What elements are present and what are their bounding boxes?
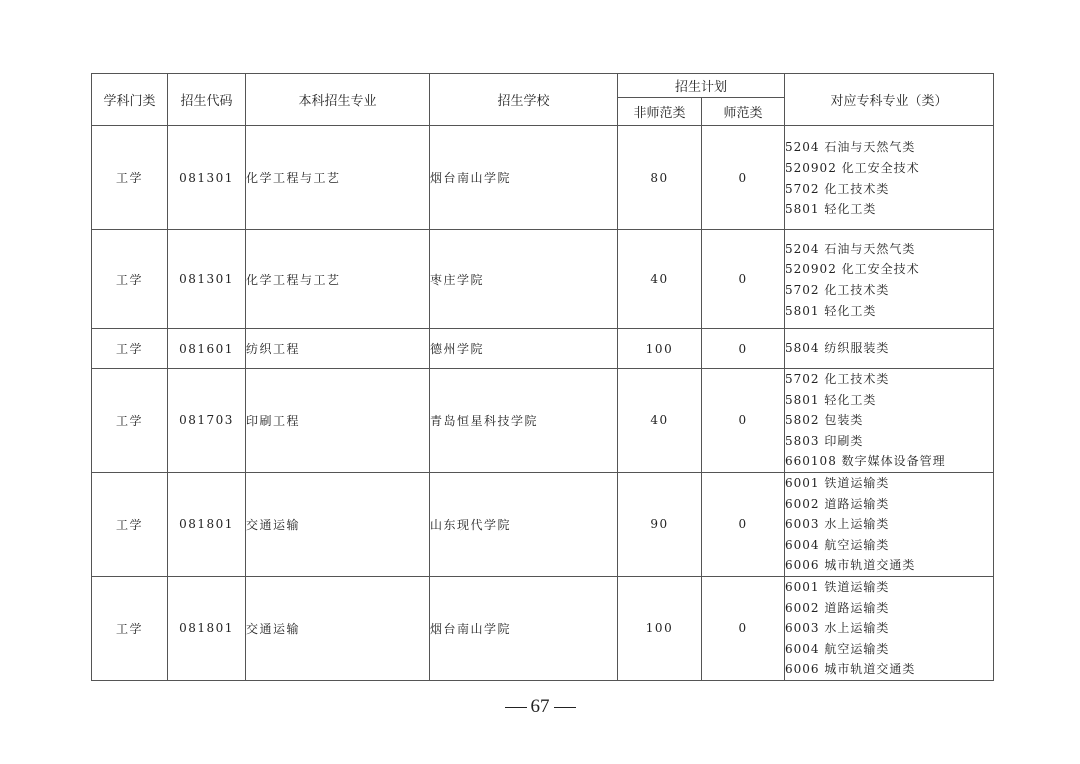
vocational-item: 5801 轻化工类 (785, 202, 877, 217)
cell-major: 交通运输 (246, 576, 430, 680)
header-plan: 招生计划 (618, 74, 785, 98)
cell-vocational (785, 329, 994, 369)
dash-left (505, 707, 527, 709)
vocational-item: 5804 纺织服装类 (785, 341, 890, 356)
cell-school: 德州学院 (430, 329, 618, 369)
cell-school: 枣庄学院 (430, 230, 618, 329)
header-major: 本科招生专业 (246, 74, 430, 126)
cell-non-normal: 90 (618, 472, 702, 576)
cell-non-normal: 80 (618, 126, 702, 230)
cell-category: 工学 (92, 472, 168, 576)
cell-normal: 0 (702, 230, 785, 329)
cell-major: 交通运输 (246, 472, 430, 576)
cell-non-normal: 40 (618, 230, 702, 329)
cell-vocational (785, 369, 994, 473)
cell-non-normal: 100 (618, 576, 702, 680)
vocational-item: 6002 道路运输类 (785, 600, 890, 615)
cell-code: 081703 (168, 369, 246, 473)
cell-code: 081301 (168, 126, 246, 230)
vocational-item: 5702 化工技术类 (785, 283, 890, 297)
vocational-item: 6001 铁道运输类 (785, 475, 890, 490)
cell-vocational (785, 126, 994, 230)
dash-right (554, 707, 576, 709)
cell-vocational (785, 472, 994, 576)
vocational-item: 5801 轻化工类 (785, 303, 877, 318)
table-row (92, 576, 994, 680)
header-normal: 师范类 (702, 98, 785, 126)
vocational-item: 6001 铁道运输类 (785, 579, 890, 594)
header-non-normal: 非师范类 (618, 98, 702, 126)
cell-normal: 0 (702, 576, 785, 680)
vocational-item: 6003 水上运输类 (785, 517, 890, 532)
cell-category: 工学 (92, 126, 168, 230)
page-number (0, 696, 1080, 718)
cell-non-normal: 40 (618, 369, 702, 473)
cell-category: 工学 (92, 576, 168, 680)
cell-school: 青岛恒星科技学院 (430, 369, 618, 473)
vocational-item: 5204 石油与天然气类 (785, 241, 916, 256)
header-code: 招生代码 (168, 74, 246, 126)
vocational-item: 5803 印刷类 (785, 433, 864, 448)
cell-school: 烟台南山学院 (430, 126, 618, 230)
vocational-item: 520902 化工安全技术 (785, 160, 920, 175)
cell-normal: 0 (702, 126, 785, 230)
cell-code: 081801 (168, 576, 246, 680)
vocational-item: 5801 轻化工类 (785, 392, 877, 407)
header-school: 招生学校 (430, 74, 618, 126)
cell-code: 081301 (168, 230, 246, 329)
cell-code: 081801 (168, 472, 246, 576)
page-number-text: 67 (530, 696, 550, 717)
vocational-item: 6006 城市轨道交通类 (785, 662, 916, 677)
table-row (92, 472, 994, 576)
vocational-item: 6004 航空运输类 (785, 641, 890, 656)
enrollment-table (91, 73, 994, 681)
cell-major: 纺织工程 (246, 329, 430, 369)
cell-school: 山东现代学院 (430, 472, 618, 576)
cell-non-normal: 100 (618, 329, 702, 369)
cell-normal: 0 (702, 472, 785, 576)
vocational-item: 5702 化工技术类 (785, 372, 890, 386)
cell-major: 印刷工程 (246, 369, 430, 473)
vocational-item: 5702 化工技术类 (785, 181, 890, 196)
cell-category: 工学 (92, 230, 168, 329)
cell-category: 工学 (92, 329, 168, 369)
cell-vocational (785, 230, 994, 329)
vocational-item: 6002 道路运输类 (785, 496, 890, 511)
vocational-item: 5204 石油与天然气类 (785, 140, 916, 155)
header-vocational: 对应专科专业（类） (785, 74, 994, 126)
header-category: 学科门类 (92, 74, 168, 126)
cell-school: 烟台南山学院 (430, 576, 618, 680)
cell-major: 化学工程与工艺 (246, 126, 430, 230)
cell-code: 081601 (168, 329, 246, 369)
vocational-item: 520902 化工安全技术 (785, 262, 920, 277)
vocational-item: 6004 航空运输类 (785, 537, 890, 552)
vocational-item: 6003 水上运输类 (785, 621, 890, 636)
vocational-item: 660108 数字媒体设备管理 (785, 454, 946, 469)
cell-major: 化学工程与工艺 (246, 230, 430, 329)
cell-vocational (785, 576, 994, 680)
cell-category: 工学 (92, 369, 168, 473)
table-row (92, 126, 994, 230)
cell-normal: 0 (702, 329, 785, 369)
table-row (92, 230, 994, 329)
vocational-item: 6006 城市轨道交通类 (785, 558, 916, 573)
table-row (92, 369, 994, 473)
vocational-item: 5802 包装类 (785, 413, 864, 428)
table-row (92, 329, 994, 369)
cell-normal: 0 (702, 369, 785, 473)
